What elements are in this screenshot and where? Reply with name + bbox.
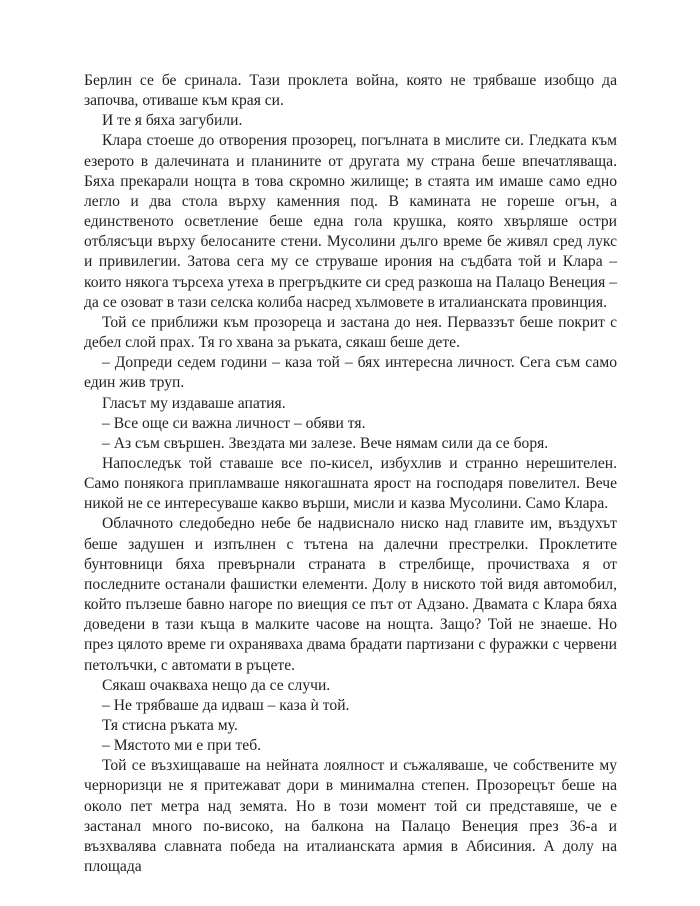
paragraph-apathy: Гласът му издаваше апатия. <box>102 394 286 412</box>
paragraph-klara-at-window: Клара стоеше до отворения прозорец, погълната в мислите си. Гледката към езерото в далечината и планините от другата му страна беше впечатляваща. Бяха прекарали нощта в това скромно жилище; в стаята им имаше само едно легло и два стола върху каменния под. В камината не гореше огън, а единственото осветление беше една гола крушка, която хвърляше остри отблясъци върху белосаните стени. Мусолини дълго време бе живял сред лукс и привилегии. Затова сега му се струваше ирония на съдбата той и Клара – които някога търсеха утеха в прегръдките си сред разкоша на Палацо Венеция – да се озоват в тази селска колиба насред хълмовете в италианската провинция. <box>84 132 617 311</box>
dialogue-line: – Не трябваше да идваш – каза ѝ той. <box>102 696 350 714</box>
paragraph-expecting: Сякаш очакваха нещо да се случи. <box>102 676 331 694</box>
paragraph-they-lost: И те я бяха загубили. <box>102 112 243 130</box>
dialogue-line: – Аз съм свършен. Звездата ми залезе. Вече нямам сили да се боря. <box>102 434 549 452</box>
paragraph-he-approaches: Той се приближи към прозореца и застана до нея. Перваззът беше покрит с дебел слой прах. Тя го хвана за ръката, сякаш беше дете. <box>84 313 617 352</box>
paragraph-cloudy-sky: Облачното следобедно небе бе надвиснало ниско над главите им, въздухът беше задушен и изпълнен с тътена на далечни престрелки. Проклетите бунтовници бяха превърнали страната в стрелбище, прочистваха я от последните останали фашистки елементи. Долу в ниското той видя автомобил, който пълзеше бавно нагоре по виещия се път от Адзано. Двамата с Клара бяха доведени в тази къща в малките часове на нощта. Защо? Той не знаеше. Но през цялото време ги охраняваха двама брадати партизани с фуражки с червени петолъчки, с автомати в ръцете. <box>84 515 617 674</box>
book-page-body <box>84 71 617 877</box>
dialogue-line: – Мястото ми е при теб. <box>102 737 262 755</box>
paragraph-berlin-fallen: Берлин се бе сринала. Тази проклета война, която не трябваше изобщо да започва, отиваше към края си. <box>84 72 617 110</box>
dialogue-line: – Допреди седем години – каза той – бях интересна личност. Сега съм само един жив труп. <box>84 354 617 392</box>
paragraph-she-squeezed: Тя стисна ръката му. <box>102 717 238 734</box>
paragraph-loyalty: Той се възхищаваше на нейната лоялност и съжаляваше, че собствените му чернoризци не я притежават дори в минимална степен. Прозорецът беше на около пет метра над земята. Но в този момент той си представяше, че е застанал много по-високо, на балкона на Палацо Венеция през 36-а и възхвалява славната победа на италианската армия в Абисиния. А долу на площада <box>84 757 617 876</box>
dialogue-line: – Все още си важна личност – обяви тя. <box>102 414 366 432</box>
paragraph-lately: Напоследък той ставаше все по-кисел, избухлив и странно нерешителен. Само понякога припламваше някогашната ярост на господаря повелител. Вече никой не се интересуваше какво върши, мисли и казва Мусолини. Само Клара. <box>84 454 617 513</box>
